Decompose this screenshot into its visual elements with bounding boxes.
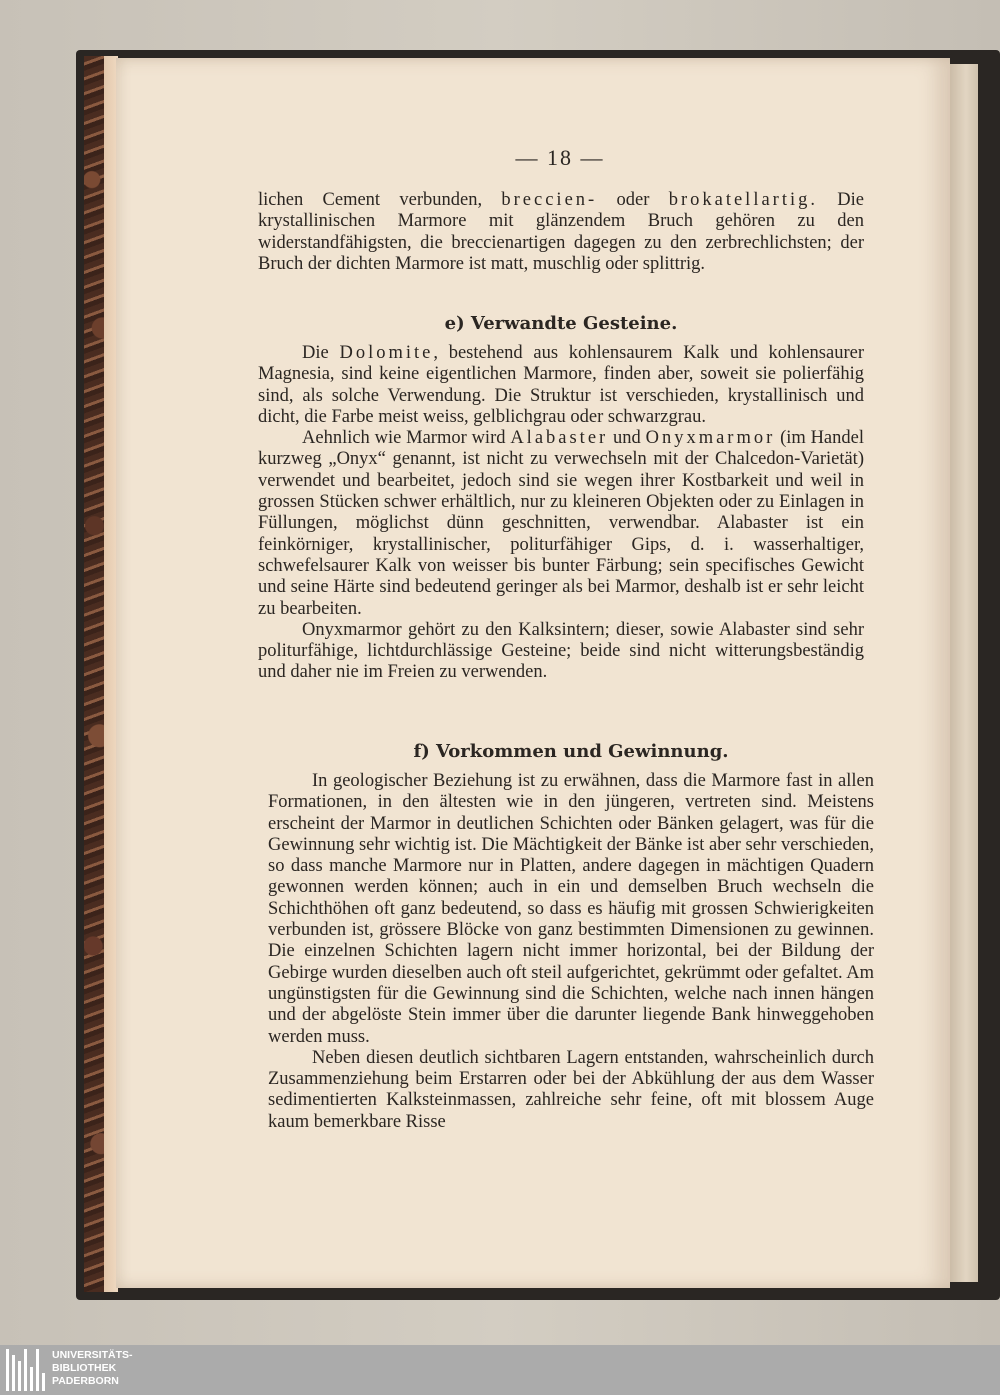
library-logo-icon (6, 1349, 46, 1391)
page-number: — 18 — (515, 145, 605, 170)
paragraph-block-f (268, 771, 874, 1133)
paragraph-alabaster: Aehnlich wie Marmor wird Alabaster und Onyxmarmor (im Handel kurzweg „Onyx“ genannt, ist nicht zu verwechseln mit der Chalcedon-Varietät) verwendet und bearbeitet, jedoch sind sie wegen ihrer Kostbarkeit und weil in grossen Stücken schwer erhältlich, nur zu kleineren Objekten oder zu Einlagen in Füllungen, möglichst dünn geschnitten, verwendbar. Alabaster ist ein feinkörniger, krystallinischer, politurfähiger Gips, d. i. wasserhaltiger, schwefelsaurer Kalk von weisser bis bunter Färbung; sein specifisches Gewicht und seine Härte sind bedeutend geringer als bei Marmor, deshalb ist er sehr leicht zu bearbeiten. (258, 428, 864, 619)
library-name: UNIVERSITÄTS- BIBLIOTHEK PADERBORN (52, 1349, 133, 1387)
paragraph-onyxmarmor: Onyxmarmor gehört zu den Kalksintern; dieser, sowie Alabaster sind sehr politurfähige, lichtdurchlässige Gesteine; beide sind nicht witterungsbeständig und daher nie im Freien zu verwenden. (258, 619, 864, 683)
paragraph-dolomite: Die Dolomite, bestehend aus kohlensaurem Kalk und kohlensaurer Magnesia, sind keine eigentlichen Marmore, finden aber, soweit sie polierfähig sind, als solche Verwendung. Die Struktur ist verschieden, krystallinisch und dicht, die Farbe meist weiss, gelblichgrau oder schwarzgrau. (258, 343, 864, 427)
library-footer (0, 1345, 1000, 1395)
emphasized-term: Onyxmarmor (645, 428, 776, 449)
paragraph-fissures: Neben diesen deutlich sichtbaren Lagern entstanden, wahrscheinlich durch Zusammenziehung beim Erstarren oder bei der Abkühlung der aus dem Wasser sedimentierten Kalksteinmassen, zahlreiche sehr feine, oft mit blossem Auge kaum bemerkbare Risse (268, 1047, 874, 1132)
emphasized-term: brokatellartig. (668, 190, 818, 210)
paragraph-block-e (258, 343, 864, 684)
emphasized-term: Dolomite (339, 343, 434, 363)
paragraph-continuation: lichen Cement verbunden, breccien- oder brokatellartig. Die krystallinischen Marmore mit glänzendem Bruch gehören zu den widerstandfähigsten, die breccienartigen dagegen zu den zerbrechlichsten; der Bruch der dichten Marmore ist matt, muschlig oder splittrig. (258, 190, 865, 274)
paragraph-block-intro (258, 190, 864, 275)
paragraph-geology: In geologischer Beziehung ist zu erwähnen, dass die Marmore fast in allen Formationen, in den ältesten wie in den jüngeren, vertreten sind. Meistens erscheint der Marmor in deutlichen Schichten oder Bänken gelagert, was für die Gewinnung sehr wichtig ist. Die Mächtigkeit der Bänke ist aber sehr verschieden, so dass manche Marmore nur in Platten, andere dagegen in mächtigen Quadern gewonnen werden können; auch in ein und demselben Bruch wechseln die Schichthöhen oft ganz bedeutend, so dass es häufig mit grossen Schwierigkeiten verbunden ist, grössere Blöcke von ganz bestimmten Dimensionen zu gewinnen. Die einzelnen Schichten lagern nicht immer horizontal, bei der Bildung der Gebirge wurden dieselben auch oft steil aufgerichtet, gekrümmt oder gefaltet. Am ungünstigsten für die Gewinnung sind die Schichten, welche nach innen hängen und der abgelöste Stein immer über die darunter liegende Bank hinweggehoben werden muss. (268, 771, 874, 1047)
emphasized-term: breccien- (501, 190, 598, 210)
emphasized-term: Alabaster (510, 428, 609, 449)
section-heading-f: f) Vorkommen und Gewinnung. (413, 741, 729, 762)
section-heading-e: e) Verwandte Gesteine. (444, 313, 678, 334)
page-edge (948, 64, 978, 1282)
